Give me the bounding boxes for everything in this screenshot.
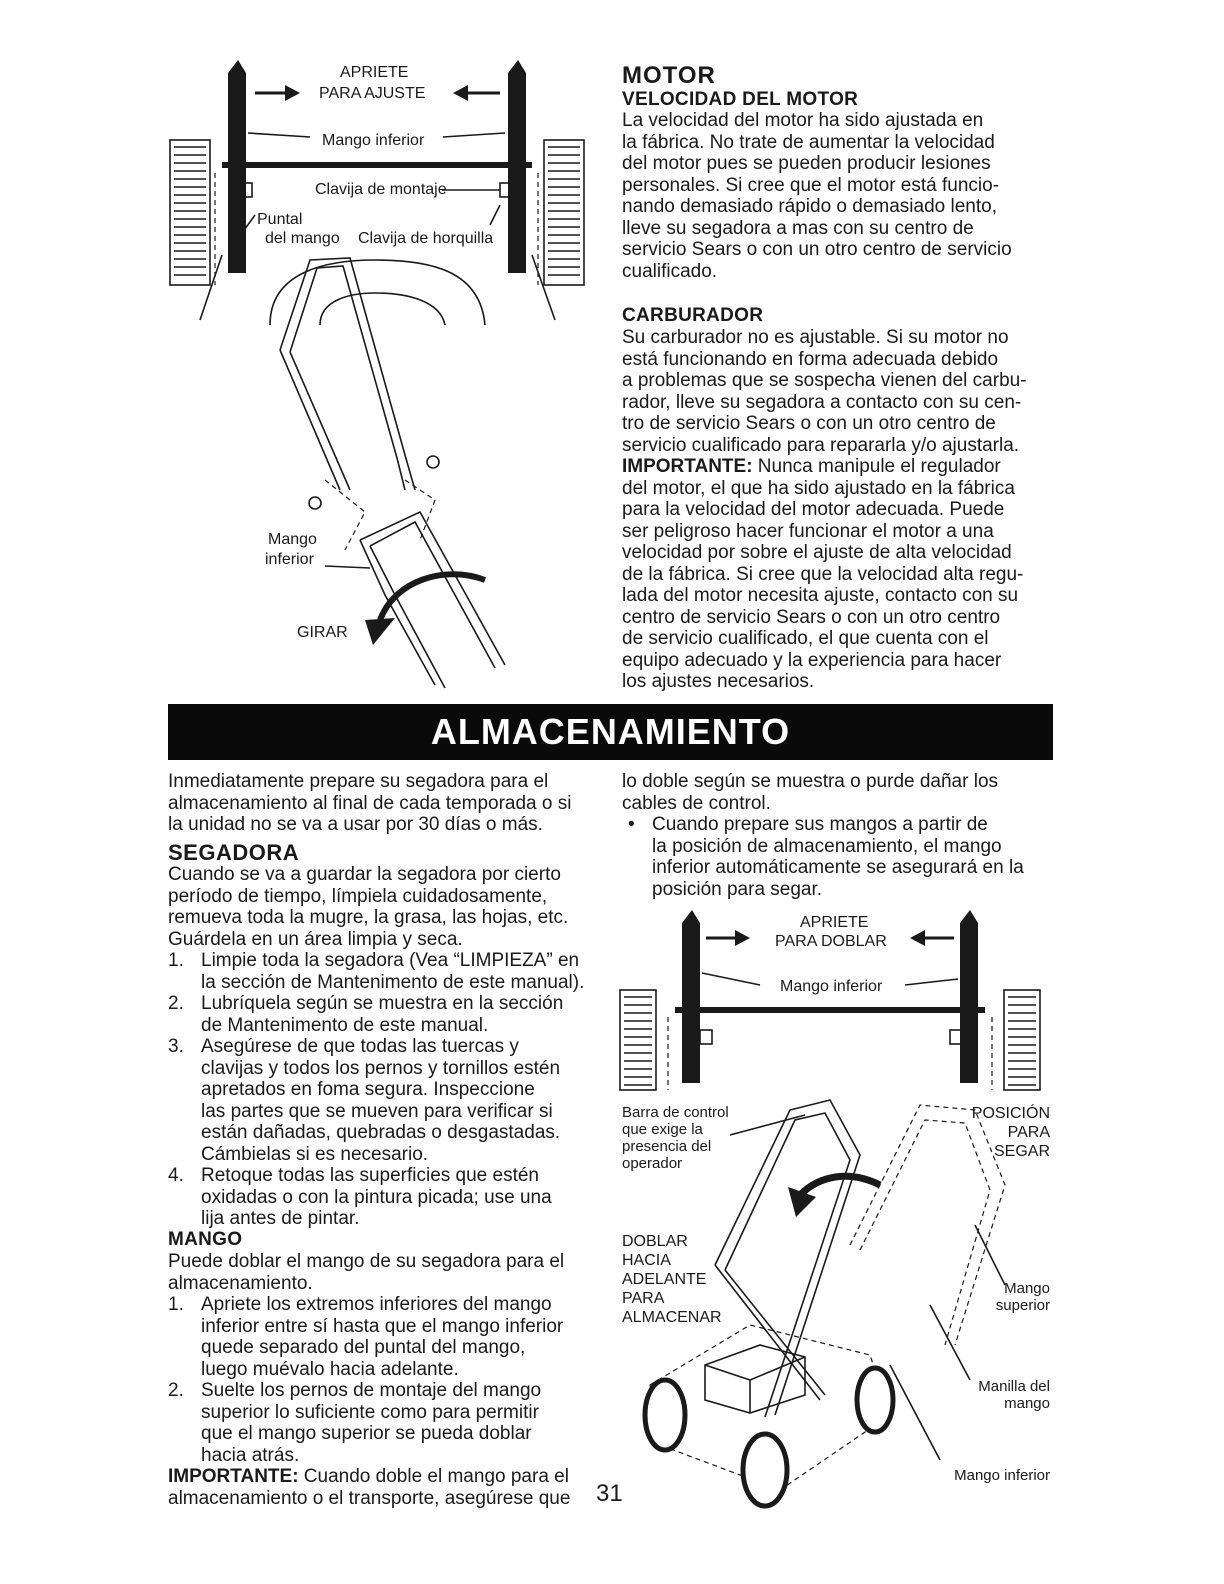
- carburador-line: para la velocidad del motor adecuada. Puede: [622, 499, 1005, 520]
- fig4-mango-superior-label: [950, 1280, 1050, 1314]
- fig3-para-doblar-label: PARA DOBLAR: [775, 933, 887, 950]
- bullet-line: posición para segar.: [652, 878, 823, 900]
- fig4-posicion-line: SEGAR: [993, 1143, 1050, 1160]
- step-number: 1.: [168, 950, 184, 971]
- segadora-line: Cuando se va a guardar la segadora por cierto: [168, 864, 561, 885]
- carburador-line: velocidad por sobre el ajuste de alta velocidad: [622, 542, 1012, 563]
- motor-line: del motor pues se pueden producir lesiones: [622, 153, 991, 174]
- right-col-line: lo doble según se muestra o purde dañar los: [622, 771, 999, 792]
- segadora-heading: SEGADORA: [168, 840, 300, 865]
- fig4-mango-inferior-label: Mango inferior: [954, 1467, 1050, 1484]
- carburador-line: Su carburador no es ajustable. Si su motor no: [622, 327, 1009, 348]
- fig4-mango-superior-line: superior: [995, 1297, 1050, 1314]
- fig4-barra-label: [622, 1104, 729, 1172]
- list-item: [168, 1165, 608, 1230]
- step-line: apretados en foma segura. Inspeccione: [201, 1079, 535, 1100]
- list-item: [168, 1294, 608, 1380]
- carburador-importante-line: [622, 456, 1062, 478]
- fig3-apriete-label: APRIETE: [800, 914, 869, 931]
- intro-line: almacenamiento al final de cada temporada o si: [168, 792, 572, 814]
- fig4-mango-superior-line: Mango: [1004, 1280, 1050, 1297]
- almacenamiento-banner: [168, 704, 1053, 760]
- segadora-line: Guárdela en un área limpia y seca.: [168, 928, 463, 950]
- step-number: 4.: [168, 1165, 184, 1186]
- bullet-line: la posición de almacenamiento, el mango: [652, 835, 1002, 857]
- almacenamiento-intro: [168, 771, 608, 836]
- fig1-clavija-montaje-label: Clavija de montaje: [315, 181, 447, 198]
- step-number: 2.: [168, 1380, 184, 1401]
- step-line: clavijas y todos los pernos y tornillos estén: [201, 1057, 561, 1079]
- step-line: Asegúrese de que todas las tuercas y: [201, 1036, 519, 1057]
- step-number: 1.: [168, 1294, 184, 1315]
- fig4-doblar-line: PARA: [622, 1290, 665, 1307]
- list-item: [168, 993, 608, 1036]
- velocidad-heading: VELOCIDAD DEL MOTOR: [622, 89, 859, 110]
- banner-title: ALMACENAMIENTO: [430, 711, 791, 752]
- step-line: Lubríquela según se muestra en la sección: [201, 993, 564, 1014]
- step-line: inferior entre sí hasta que el mango inferior: [201, 1315, 564, 1337]
- carburador-line: ser peligroso hacer funcionar el motor a una: [622, 520, 994, 542]
- right-column-text: [622, 771, 1062, 900]
- bullet-icon: •: [628, 814, 635, 835]
- fig4-doblar-line: ALMACENAR: [622, 1309, 722, 1326]
- mango-line: Puede doblar el mango de su segadora para el: [168, 1251, 565, 1272]
- step-line: quede separado del puntal del mango,: [201, 1337, 526, 1358]
- mango-importante-line: [168, 1466, 608, 1488]
- carburador-line: servicio cualificado para repararla y/o ajustarla.: [622, 434, 1020, 456]
- fig4-manilla-line: mango: [1004, 1395, 1050, 1412]
- fig1-puntal-label: Puntal: [257, 211, 303, 228]
- motor-heading: MOTOR: [622, 62, 716, 89]
- carburador-line: equipo adecuado y la experiencia para hacer: [622, 649, 1002, 671]
- step-line: Limpie toda la segadora (Vea “LIMPIEZA” en: [201, 950, 580, 971]
- motor-line: La velocidad del motor ha sido ajustada en: [622, 110, 984, 131]
- carburador-line: centro de servicio Sears o con un otro centro: [622, 606, 1001, 628]
- carburador-line: del motor, el que ha sido ajustado en la fábrica: [622, 477, 1015, 499]
- step-line: lija antes de pintar.: [201, 1208, 360, 1229]
- fig4-posicion-line: POSICIÓN: [971, 1105, 1050, 1122]
- step-number: 3.: [168, 1036, 184, 1057]
- step-line: Retoque todas las superficies que estén: [201, 1165, 539, 1186]
- segadora-steps: [168, 950, 608, 1230]
- bullet-line: inferior automáticamente se asegurará en la: [652, 857, 1024, 878]
- list-item: [168, 950, 608, 993]
- intro-line: Inmediatamente prepare su segadora para el: [168, 771, 549, 792]
- segadora-paragraph: [168, 864, 608, 1230]
- mango-steps: [168, 1294, 608, 1466]
- fig4-doblar-label: [622, 1232, 722, 1327]
- step-line: oxidadas o con la pintura picada; use una: [201, 1186, 552, 1208]
- importante-label: IMPORTANTE:: [622, 456, 753, 477]
- fig3-mango-inferior-label: Mango inferior: [780, 978, 883, 995]
- carburador-line: rador, lleve su segadora a contacto con su cen-: [622, 391, 1022, 413]
- carburador-line: está funcionando en forma adecuada debido: [622, 348, 999, 370]
- page-number: 31: [596, 1480, 623, 1507]
- bullet-line: Cuando prepare sus mangos a partir de: [652, 814, 988, 835]
- fig2-inferior-label: inferior: [265, 551, 314, 568]
- fig1-mango-inferior-label: Mango inferior: [322, 132, 425, 149]
- step-number: 2.: [168, 993, 184, 1014]
- mango-heading: MANGO: [168, 1229, 243, 1250]
- carburador-heading: CARBURADOR: [622, 305, 764, 326]
- step-line: superior lo suficiente como para permitir: [201, 1401, 539, 1423]
- carburador-paragraph: [622, 327, 1062, 693]
- carburador-line: de la fábrica. Si cree que la velocidad alta regu-: [622, 563, 1024, 585]
- motor-line: nando demasiado rápido o demasiado lento,: [622, 196, 997, 217]
- fig4-barra-line: presencia del: [622, 1138, 712, 1155]
- motor-line: la fábrica. No trate de aumentar la velocidad: [622, 131, 995, 153]
- fig4-posicion-label: [920, 1104, 1050, 1161]
- fig2-girar-label: GIRAR: [297, 624, 348, 641]
- fig4-barra-line: Barra de control: [622, 1104, 729, 1121]
- importante-text-2: almacenamiento o el transporte, asegúrese que: [168, 1487, 571, 1509]
- mango-line: almacenamiento.: [168, 1272, 313, 1294]
- list-item: [168, 1036, 608, 1165]
- fig1-clavija-horquilla-label: Clavija de horquilla: [358, 230, 494, 247]
- fig4-manilla-line: Manilla del: [978, 1378, 1050, 1395]
- motor-line: personales. Si cree que el motor está funcio-: [622, 174, 1000, 196]
- step-line: están dañadas, quebradas o desgastadas.: [201, 1122, 561, 1143]
- carburador-line: a problemas que se sospecha vienen del carbu-: [622, 370, 1027, 391]
- right-col-line: cables de control.: [622, 792, 771, 814]
- fig4-doblar-line: DOBLAR: [622, 1233, 688, 1250]
- step-line: Suelte los pernos de montaje del mango: [201, 1380, 542, 1401]
- segadora-line: período de tiempo, límpiela cuidadosamente,: [168, 885, 548, 907]
- carburador-line: tro de servicio Sears o con un otro centro de: [622, 413, 996, 434]
- step-line: de Mantenimento de este manual.: [201, 1014, 489, 1036]
- motor-line: servicio Sears o con un otro centro de servicio: [622, 239, 1012, 260]
- step-line: la sección de Mantenimento de este manual).: [201, 971, 585, 993]
- intro-line: la unidad no se va a usar por 30 días o más.: [168, 814, 543, 835]
- step-line: las partes que se mueven para verificar si: [201, 1100, 553, 1122]
- fig1-para-ajuste-label: PARA AJUSTE: [319, 85, 426, 102]
- step-line: Apriete los extremos inferiores del mango: [201, 1294, 552, 1315]
- importante-text: Cuando doble el mango para el: [298, 1466, 569, 1487]
- importante-label: IMPORTANTE:: [168, 1466, 299, 1487]
- fig4-posicion-line: PARA: [1007, 1124, 1050, 1141]
- carburador-line: de servicio cualificado, el que cuenta con el: [622, 628, 989, 649]
- list-item: [168, 1380, 608, 1466]
- motor-line: lleve su segadora a mas con su centro de: [622, 217, 974, 239]
- fig4-doblar-line: ADELANTE: [622, 1271, 707, 1288]
- motor-paragraph: [622, 110, 1062, 282]
- step-line: hacia atrás.: [201, 1444, 300, 1466]
- segadora-line: remueva toda la mugre, la grasa, las hojas, etc.: [168, 907, 569, 928]
- importante-text: Nunca manipule el regulador: [752, 456, 1001, 477]
- handle-rotate-diagram: [255, 250, 525, 690]
- fig1-apriete-label: APRIETE: [340, 64, 409, 81]
- step-line: Cámbielas si es necesario.: [201, 1143, 429, 1165]
- fig4-barra-line: operador: [622, 1155, 683, 1172]
- fig4-barra-line: que exige la: [622, 1121, 703, 1138]
- fig2-mango-label: Mango: [268, 531, 317, 548]
- step-line: que el mango superior se pueda doblar: [201, 1423, 532, 1444]
- mango-paragraph: [168, 1251, 608, 1509]
- fig1-del-mango-label: del mango: [265, 230, 340, 247]
- motor-line: cualificado.: [622, 260, 718, 282]
- carburador-line: los ajustes necesarios.: [622, 671, 815, 692]
- list-item: [622, 814, 1062, 900]
- fig4-manilla-label: [940, 1378, 1050, 1412]
- step-line: luego muévalo hacia adelante.: [201, 1358, 459, 1380]
- carburador-line: lada del motor necesita ajuste, contacto con su: [622, 585, 1019, 606]
- fig4-doblar-line: HACIA: [622, 1252, 671, 1269]
